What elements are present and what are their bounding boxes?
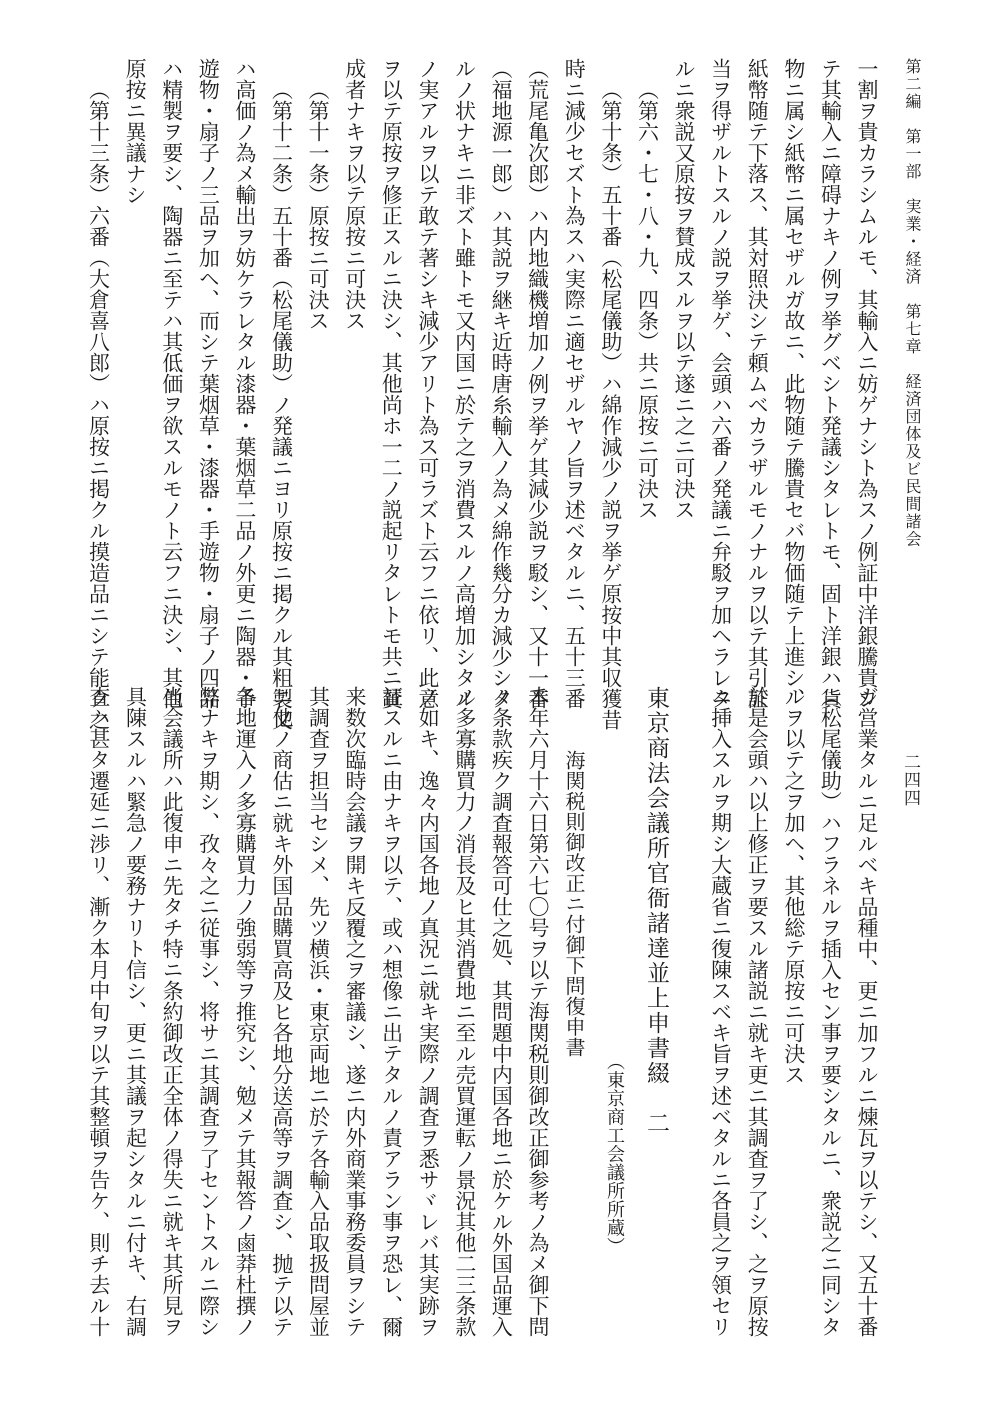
text-line: （第十三条）六番（大倉喜八郎）ハ原按ニ掲クル摸造品ニシテ能ク之 [86, 79, 111, 730]
text-line: 遊物・扇子ノ三品ヲ加ヘ、而シテ葉烟草・漆器・手遊物・扇子ノ四品 [196, 58, 221, 709]
text-line: 証スルニ由ナキヲ以テ、或ハ想像ニ出テタルノ責アラン事ヲ恐レ、爾 [379, 686, 404, 1337]
text-line: （第六・七・八・九、四条）共ニ原按ニ可決ス [635, 79, 660, 520]
text-line: 其調査ヲ担当セシメ、先ツ横浜・東京両地ニ於テ各輸入品取扱問屋並 [306, 686, 331, 1337]
text-line: （第十二条）五十番（松尾儀助）ノ発議ニヨリ原按ニ掲クル其粗製又 [269, 79, 294, 730]
text-line: （第十条）五十番（松尾儀助）ハ綿作減少ノ説ヲ挙ゲ原按中其収獲昔 [598, 79, 623, 730]
text-line: 具陳スルハ緊急ノ要務ナリト信シ、更ニ其議ヲ起シタルニ付キ、右調 [123, 686, 148, 1337]
text-line: 来数次臨時会議ヲ開キ反覆之ヲ審議シ、遂ニ内外商業事務委員ヲシテ [343, 686, 368, 1337]
section-source: （東京商工会議所所蔵） [604, 1052, 625, 1256]
text-line: 於是会頭ハ以上修正ヲ要スル諸説ニ就キ更ニ其調査ヲ了シ、之ヲ原按 [745, 686, 770, 1337]
text-line: ルヲ以テ之ヲ加ヘ、其他総テ原按ニ可決ス [781, 686, 806, 1085]
text-line: 本年六月十六日第六七〇号ヲ以テ海関税則御改正御参考ノ為メ御下問 [526, 686, 550, 1337]
text-line: ルノ状ナキニ非ズト雖トモ又内国ニ於テ之ヲ消費スルノ高増加シタル [452, 58, 477, 709]
text-line: （福地源一郎）ハ其説ヲ継キ近時唐糸輸入ノ為メ綿作幾分カ減少シタ [489, 58, 514, 709]
text-line: 弊ナキヲ期シ、孜々之ニ従事シ、将サニ其調査ヲ了セントスルニ際シ [196, 686, 221, 1337]
text-line: 原按ニ異議ナシ [123, 58, 148, 205]
text-line: 紙幣随テ下落ス、其対照決シテ頼ムベカラザルモノナルヲ以テ其引証 [745, 58, 770, 709]
text-line: （松尾儀助）ハフラネルヲ插入セン事ヲ要シタルニ、衆説之ニ同シタ [818, 686, 843, 1337]
text-line: ノ実アルヲ以テ敢テ著シキ減少アリト為ス可ラズト云フニ依リ、此意 [415, 58, 440, 709]
text-line: ニ他ノ商估ニ就キ外国品購買高及ヒ各地分送高等ヲ調査シ、抛テ以テ [269, 686, 294, 1337]
text-line: 物ニ属シ紙幣ニ属セザルガ故ニ、此物随テ騰貴セバ物価随テ上進シ、 [781, 58, 806, 709]
text-line: 一割ヲ貴カラシムルモ、其輸入ニ妨ゲナシト為スノ例証中洋銀騰貴シ [855, 58, 879, 709]
text-line: 成者ナキヲ以テ原按ニ可決ス [342, 58, 367, 331]
text-line: テ其輸入ニ障碍ナキノ例ヲ挙グベシト発議シタレトモ、固ト洋銀ハ貨 [818, 58, 843, 709]
text-line: 当会議所ハ此復申ニ先タチ特ニ条約御改正全体ノ得失ニ就キ其所見ヲ [160, 686, 185, 1337]
text-line: ハ精製ヲ要シ、陶器ニ至テハ其低価ヲ欲スルモノト云フニ決シ、其他 [159, 58, 184, 709]
lower-left-text-block [80, 686, 556, 1337]
text-line: ヲ以テ原按ヲ修正スルニ決シ、其他尚ホ一二ノ説起リタレトモ共ニ賛 [379, 58, 404, 709]
upper-text-block [80, 58, 885, 730]
section-subtitle: 海関税則御改正ニ付御下問復申書 [562, 750, 586, 1058]
text-line: 当ヲ得ザルトスルノ説ヲ挙ゲ、会頭ハ六番ノ発議ニ弁駁ヲ加ヘラレタ [708, 58, 733, 709]
text-line: （第十一条）原按ニ可決ス [306, 79, 331, 331]
running-header: 第二編 第一部 実業・経済 第七章 経済団体及ビ民間諸会 [903, 58, 922, 548]
page-number: 二四四 [900, 753, 920, 807]
text-line: ノ如キ、逸々内国各地ノ真況ニ就キ実際ノ調査ヲ悉サヾレバ其実跡ヲ [416, 686, 441, 1337]
text-line: （荒尾亀次郎）ハ内地織機増加ノ例ヲ挙ゲ其減少説ヲ駁シ、又十一番 [525, 58, 550, 709]
text-line: ノ条款疾ク調査報答可仕之処、其問題中内国各地ニ於ケル外国品運入 [489, 686, 514, 1337]
text-line: 時ニ減少セズト為スハ実際ニ適セザルヤノ旨ヲ述ベタルニ、五十三番 [562, 58, 587, 709]
lower-right-text-block [702, 686, 885, 1337]
section-title: 東京商法会議所官衙諸達並上申書綴 二 [643, 686, 669, 1136]
text-line: 査ハ甚タ遷延ニ渉リ、漸ク本月中旬ヲ以テ其整頓ヲ告ケ、則チ去ル十 [86, 686, 111, 1337]
text-line: ニ挿入スルヲ期シ大蔵省ニ復陳スベキ旨ヲ述ベタルニ各員之ヲ領セリ [708, 686, 733, 1337]
text-line: ハ高価ノ為メ輸出ヲ妨ケラレタル漆器・葉烟草二品ノ外更ニ陶器・手 [232, 58, 257, 709]
text-line: ノ多寡購買力ノ消長及ヒ其消費地ニ至ル売買運転ノ景況其他二三条款 [452, 686, 477, 1337]
text-line: 各地運入ノ多寡購買力ノ強弱等ヲ推究シ、勉メテ其報答ノ鹵莽杜撰ノ [233, 686, 258, 1337]
text-line: ルニ衆説又原按ヲ賛成スルヲ以テ遂ニ之ニ可決ス [672, 58, 697, 520]
text-line: ガ営業タルニ足ルベキ品種中、更ニ加フルニ煉瓦ヲ以テシ、又五十番 [855, 686, 879, 1337]
